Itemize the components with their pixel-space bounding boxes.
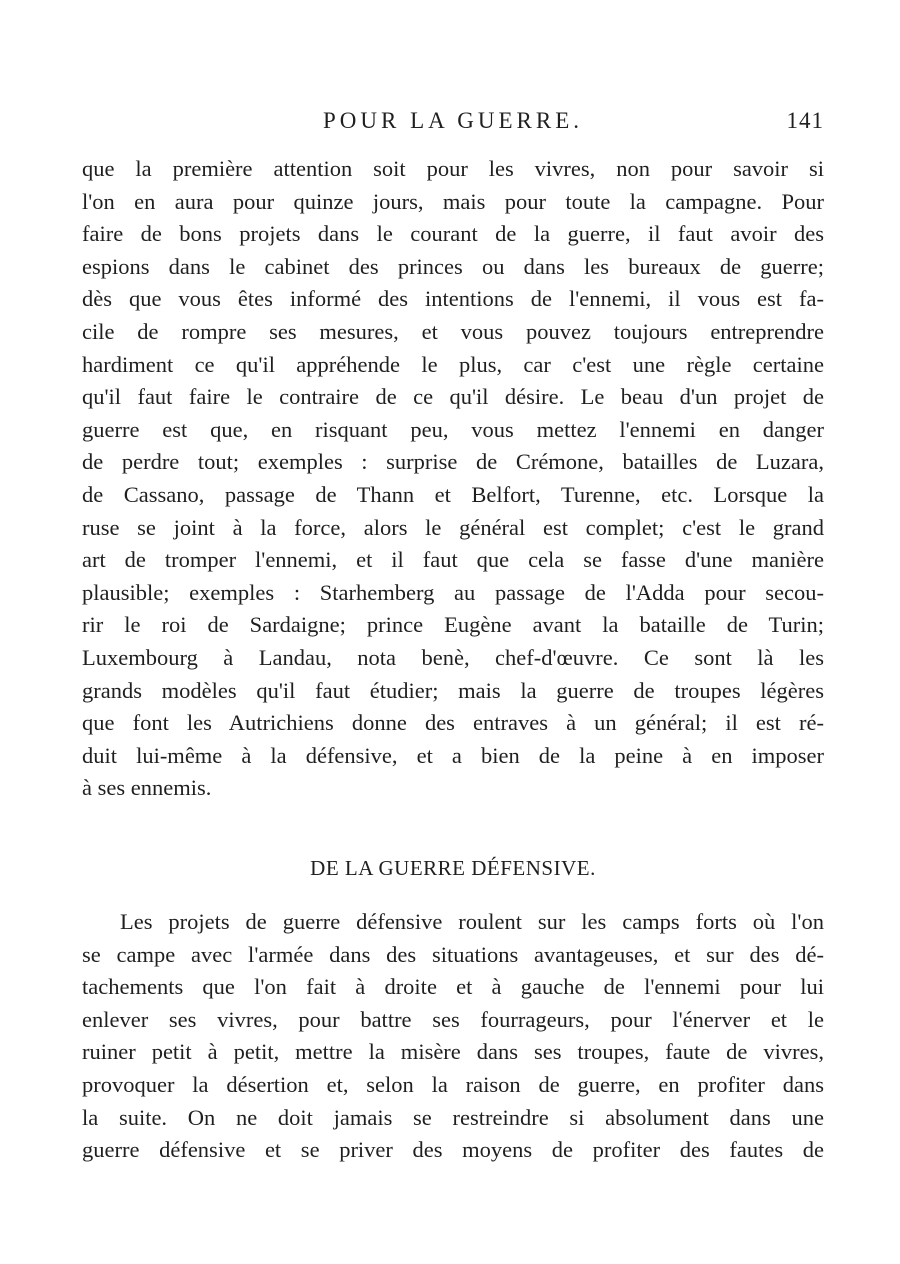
text-line: à ses ennemis. — [82, 775, 212, 801]
paragraph-continued — [82, 153, 824, 805]
text-line: que la première attention soit pour les vivres, non pour savoir si — [82, 156, 824, 181]
text-line: cile de rompre ses mesures, et vous pouvez toujours entreprendre — [82, 318, 824, 344]
text-line: faire de bons projets dans le courant de la guerre, il faut avoir des — [82, 221, 824, 247]
text-line: l'on en aura pour quinze jours, mais pour toute la campagne. Pour — [82, 188, 824, 214]
running-title: POUR LA GUERRE. — [323, 108, 583, 133]
paragraph-defensive-war — [82, 906, 824, 1167]
text-line: dès que vous êtes informé des intentions de l'ennemi, il vous est fa- — [82, 286, 824, 312]
text-line: ruiner petit à petit, mettre la misère dans ses troupes, faute de vivres, — [82, 1039, 824, 1065]
text-line: de perdre tout; exemples : surprise de Crémone, batailles de Luzara, — [82, 449, 824, 475]
text-line: la suite. On ne doit jamais se restreindre si absolument dans une — [82, 1104, 824, 1130]
page-number: 141 — [786, 108, 824, 133]
text-line: Luxembourg à Landau, nota benè, chef-d'œuvre. Ce sont là les — [82, 644, 824, 670]
text-line: plausible; exemples : Starhemberg au passage de l'Adda pour secou- — [82, 579, 824, 605]
text-line: Les projets de guerre défensive roulent sur les camps forts où l'on — [120, 909, 824, 934]
text-line: se campe avec l'armée dans des situations avantageuses, et sur des dé- — [82, 941, 824, 967]
text-line: ruse se joint à la force, alors le général est complet; c'est le grand — [82, 514, 824, 540]
running-head — [82, 108, 824, 138]
text-line: qu'il faut faire le contraire de ce qu'il désire. Le beau d'un projet de — [82, 384, 824, 410]
text-line: grands modèles qu'il faut étudier; mais la guerre de troupes légères — [82, 677, 824, 703]
text-line: de Cassano, passage de Thann et Belfort, Turenne, etc. Lorsque la — [82, 481, 824, 507]
text-line: tachements que l'on fait à droite et à gauche de l'ennemi pour lui — [82, 974, 824, 1000]
text-line: art de tromper l'ennemi, et il faut que cela se fasse d'une manière — [82, 547, 824, 573]
text-line: que font les Autrichiens donne des entraves à un général; il est ré- — [82, 710, 824, 736]
text-line: enlever ses vivres, pour battre ses fourrageurs, pour l'énerver et le — [82, 1006, 824, 1032]
text-line: rir le roi de Sardaigne; prince Eugène avant la bataille de Turin; — [82, 612, 824, 638]
text-line: duit lui-même à la défensive, et a bien de la peine à en imposer — [82, 742, 824, 768]
text-line: guerre est que, en risquant peu, vous mettez l'ennemi en danger — [82, 416, 824, 442]
text-line: hardiment ce qu'il appréhende le plus, car c'est une règle certaine — [82, 351, 824, 377]
text-line: provoquer la désertion et, selon la raison de guerre, en profiter dans — [82, 1071, 824, 1097]
text-line: espions dans le cabinet des princes ou dans les bureaux de guerre; — [82, 253, 824, 279]
section-heading: DE LA GUERRE DÉFENSIVE. — [310, 856, 596, 880]
text-line: guerre défensive et se priver des moyens de profiter des fautes de — [82, 1137, 824, 1163]
